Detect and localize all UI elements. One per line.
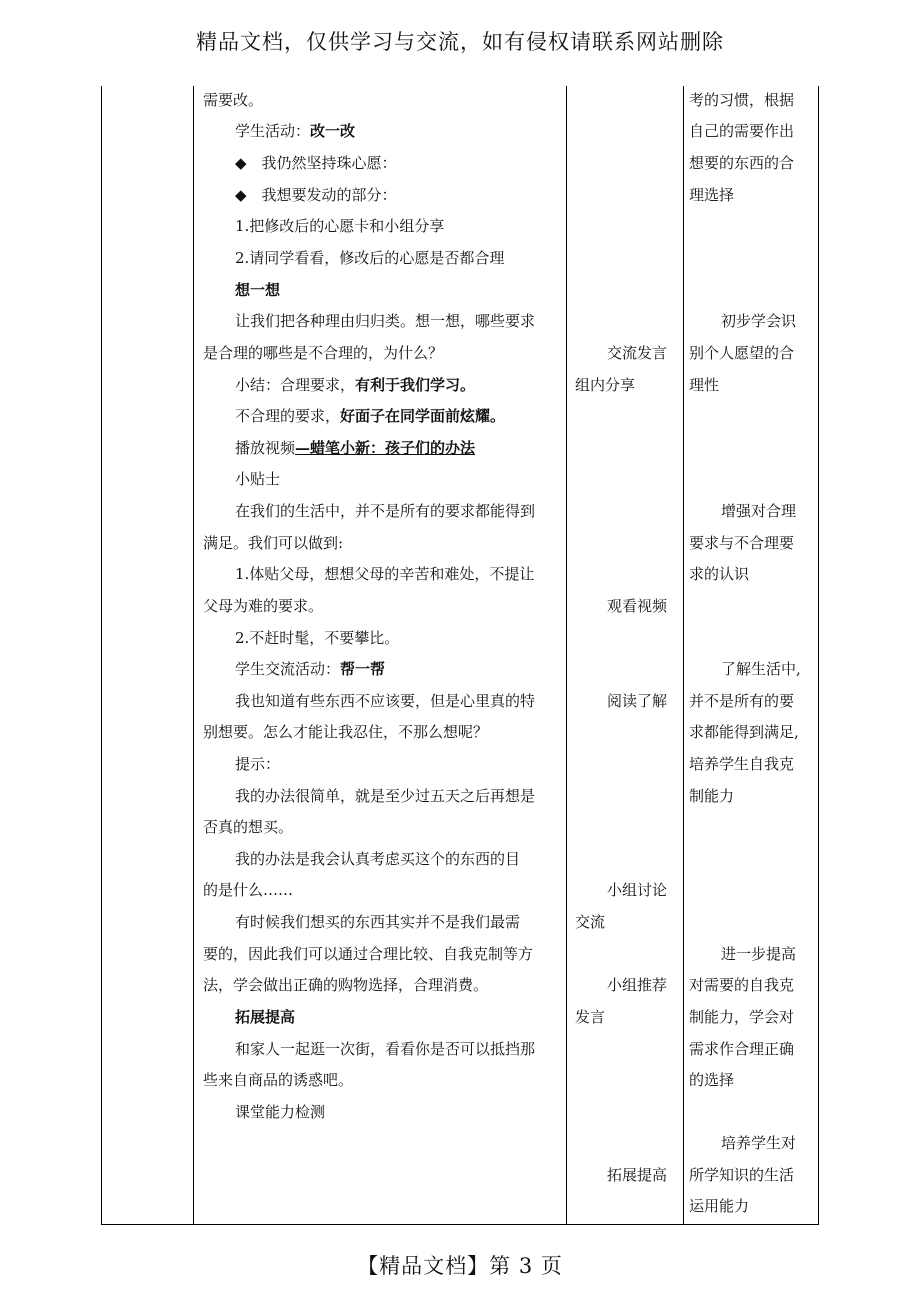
intent-line: 想要的东西的合	[689, 154, 795, 172]
intent-line: 制能力，学会对	[689, 1008, 795, 1026]
content-line: 要的，因此我们可以通过合理比较、自我克制等方	[203, 945, 534, 963]
activity-line: 阅读了解	[607, 692, 668, 710]
content-line: 小贴士	[235, 470, 281, 488]
intent-line: 求都能得到满足,	[689, 723, 799, 741]
page-footer: 【精品文档】第 3 页	[357, 1254, 563, 1278]
content-line: 2.不赶时髦，不要攀比。	[235, 629, 400, 647]
content-line: 不合理的要求，好面子在同学面前炫耀。	[235, 407, 506, 425]
intent-line: 需求作合理正确	[689, 1040, 795, 1058]
activity-line: 发言	[575, 1008, 606, 1026]
section-heading: 拓展提高	[235, 1008, 296, 1026]
intent-line: 要求与不合理要	[689, 534, 795, 552]
content-line: 我的办法很简单，就是至少过五天之后再想是	[235, 787, 536, 805]
intent-line: 的选择	[689, 1071, 735, 1089]
intent-line: 别个人愿望的合	[689, 344, 795, 362]
page-header: 精品文档，仅供学习与交流，如有侵权请联系网站删除	[196, 30, 724, 54]
intent-line: 培养学生自我克	[689, 755, 795, 773]
content-line: 的是什么……	[203, 881, 294, 899]
activity-line: 拓展提高	[607, 1166, 668, 1184]
content-line: 否真的想买。	[203, 818, 294, 836]
content-line: 满足。我们可以做到:	[203, 534, 344, 552]
intent-line: 自己的需要作出	[689, 122, 795, 140]
activity-line: 小组讨论	[607, 881, 668, 899]
intent-line: 培养学生对	[721, 1134, 797, 1152]
content-line: 2.请同学看看，修改后的心愿是否都合理	[235, 249, 505, 267]
intent-line: 初步学会识	[721, 312, 797, 330]
content-line: 父母为难的要求。	[203, 597, 324, 615]
intent-line: 考的习惯，根据	[689, 91, 795, 109]
content-line: 我也知道有些东西不应该要，但是心里真的特	[235, 692, 536, 710]
section-heading: 想一想	[235, 281, 281, 299]
activity-line: 组内分享	[575, 376, 636, 394]
intent-line: 并不是所有的要	[689, 692, 795, 710]
intent-line: 求的认识	[689, 565, 750, 583]
content-line: 学生交流活动：帮一帮	[235, 660, 386, 678]
activity-line: 交流发言	[607, 344, 668, 362]
activity-line: 小组推荐	[607, 976, 668, 994]
content-line: 有时候我们想买的东西其实并不是我们最需	[235, 913, 521, 931]
intent-line: 进一步提高	[721, 945, 797, 963]
content-line: 是合理的哪些是不合理的，为什么？	[203, 344, 444, 362]
column-divider	[683, 86, 684, 1224]
content-line: 课堂能力检测	[235, 1103, 326, 1121]
content-line: 些来自商品的诱惑吧。	[203, 1071, 354, 1089]
content-line: 别想要。怎么才能让我忍住，不那么想呢？	[203, 723, 489, 741]
intent-line: 理性	[689, 376, 720, 394]
intent-line: 运用能力	[689, 1197, 750, 1215]
intent-line: 增强对合理	[721, 502, 797, 520]
content-line: 让我们把各种理由归归类。想一想，哪些要求	[235, 312, 536, 330]
activity-line: 观看视频	[607, 597, 668, 615]
content-line: 和家人一起逛一次街，看看你是否可以抵挡那	[235, 1040, 536, 1058]
intent-line: 制能力	[689, 787, 735, 805]
content-line: 播放视频—蜡笔小新：孩子们的办法	[235, 439, 476, 457]
content-line: ◆ 我想要发动的部分：	[235, 186, 397, 204]
intent-line: 理选择	[689, 186, 735, 204]
activity-line: 交流	[575, 913, 606, 931]
column-divider	[193, 86, 194, 1224]
intent-line: 了解生活中,	[721, 660, 801, 678]
intent-line: 所学知识的生活	[689, 1166, 795, 1184]
content-line: ◆ 我仍然坚持珠心愿：	[235, 154, 397, 172]
intent-line: 对需要的自我克	[689, 976, 795, 994]
content-line: 提示：	[235, 755, 281, 773]
content-line: 1.把修改后的心愿卡和小组分享	[235, 217, 445, 235]
content-line: 法，学会做出正确的购物选择，合理消费。	[203, 976, 489, 994]
content-line: 需要改。	[203, 91, 264, 109]
content-line: 1.体贴父母，想想父母的辛苦和难处，不提让	[235, 565, 535, 583]
content-line: 我的办法是我会认真考虑买这个的东西的目	[235, 850, 521, 868]
content-line: 学生活动：改一改	[235, 122, 356, 140]
column-divider	[566, 86, 567, 1224]
content-line: 小结：合理要求，有利于我们学习。	[235, 376, 476, 394]
content-line: 在我们的生活中，并不是所有的要求都能得到	[235, 502, 536, 520]
